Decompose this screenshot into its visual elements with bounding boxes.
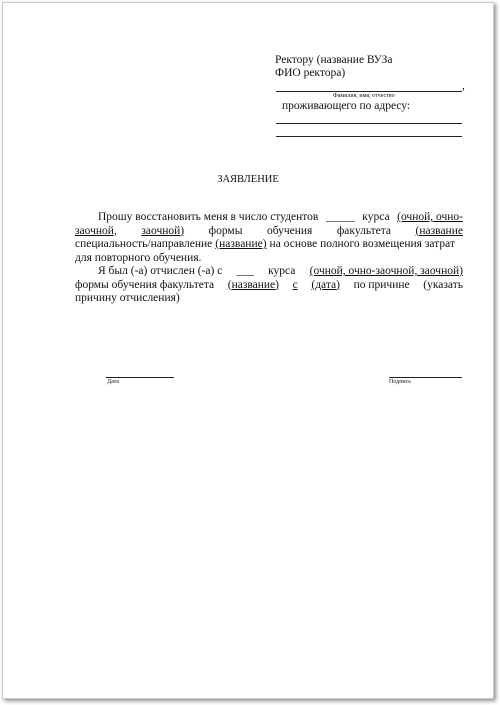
name-caption: Фамилия, имя, отчество xyxy=(333,93,395,99)
document-page xyxy=(2,2,494,699)
p1-line-2 xyxy=(75,225,463,239)
date-label: Дата xyxy=(107,379,119,385)
signature-line xyxy=(389,377,462,378)
date-line xyxy=(106,377,174,378)
p1-form-options-b: заочной, xyxy=(75,224,117,237)
p2-form-options: (очной, очно-заочной, заочной) xyxy=(309,265,463,277)
p1-faculty-name: (название xyxy=(415,224,463,237)
p1-specialty-name: (название) xyxy=(215,238,267,250)
p2-date: (дата) xyxy=(311,278,340,291)
p2-blank-course: ___ xyxy=(236,265,254,277)
p2-text-a: Я был (-а) отчислен (-а) с xyxy=(98,265,223,277)
p1-text-f: специальность/направление xyxy=(75,238,213,250)
address-line-1 xyxy=(276,123,462,124)
p1-blank-course: _____ xyxy=(325,211,355,223)
paragraph-2 xyxy=(75,265,463,306)
p2-text-d: по причине xyxy=(353,278,410,291)
p2-faculty-name: (название) xyxy=(227,278,279,291)
p2-text-c: формы обучения факультета xyxy=(75,278,215,291)
rector-line: Ректору (название ВУЗа xyxy=(275,54,393,66)
name-underline xyxy=(276,91,462,92)
address-line-2 xyxy=(276,136,462,137)
address-label: проживающего по адресу: xyxy=(282,100,411,112)
p1-text-e: факультета xyxy=(336,224,392,237)
p1-text-b: курса xyxy=(362,211,390,223)
p1-form-options-a: (очной, очно- xyxy=(397,211,463,223)
p2-reason: (указать xyxy=(423,278,463,291)
p1-text-a: Прошу восстановить меня в число студентов xyxy=(98,211,319,223)
p1-line-1 xyxy=(75,211,463,225)
p2-line-1 xyxy=(75,265,463,279)
p1-text-c: формы xyxy=(208,224,243,237)
p2-text-b: курса xyxy=(268,265,296,277)
p2-line-3: причину отчисления) xyxy=(75,292,180,304)
paragraph-1 xyxy=(75,211,463,265)
p1-line-3 xyxy=(75,238,463,252)
p1-text-g: на основе полного возмещения затрат xyxy=(269,238,455,250)
p1-form-options-c: заочной) xyxy=(141,224,185,237)
document-title: ЗАЯВЛЕНИЕ xyxy=(217,174,279,185)
rector-name: ФИО ректора) xyxy=(275,67,346,79)
p2-line-2 xyxy=(75,279,463,293)
signature-label: Подпись xyxy=(389,379,412,385)
p2-text-s: с xyxy=(292,278,298,291)
p1-text-d: обучения xyxy=(266,224,313,237)
p1-line-4: для повторного обучения. xyxy=(75,251,202,264)
name-comma: , xyxy=(462,80,465,92)
